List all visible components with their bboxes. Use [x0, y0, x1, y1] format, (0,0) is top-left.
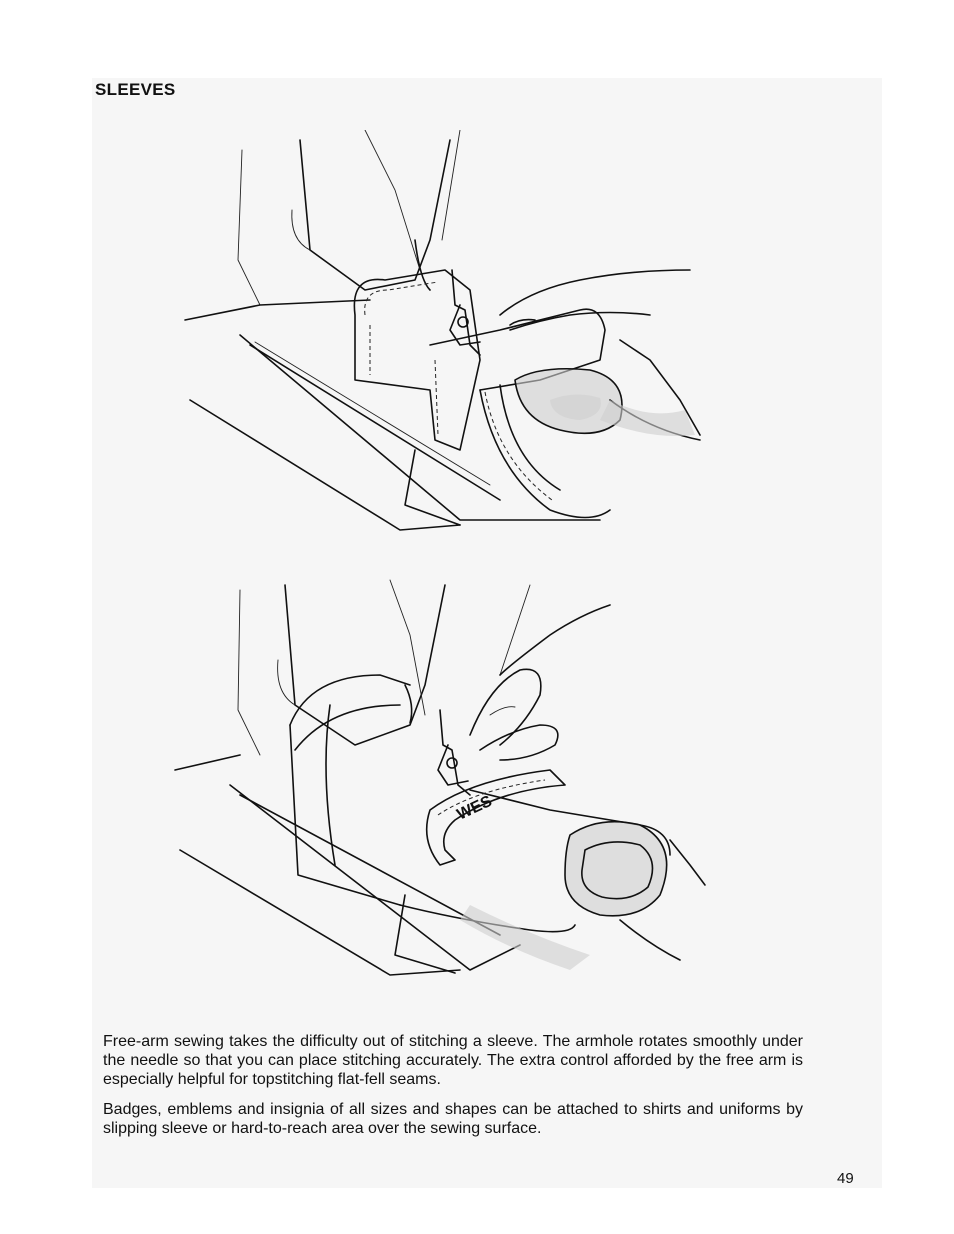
sleeve-illustration	[180, 130, 720, 540]
paragraph-free-arm: Free-arm sewing takes the difficulty out of stitching a sleeve. The armhole rotates smoothly under the needle so that you can place stitching accurately. The extra control afforded by the free arm is especially helpful for topstitching flat-fell seams.	[103, 1033, 803, 1088]
emblem-lettering: WES	[454, 792, 495, 824]
paragraph-badges: Badges, emblems and insignia of all sizes and shapes can be attached to shirts and uniforms by slipping sleeve or hard-to-reach area over the sewing surface.	[103, 1101, 803, 1137]
page-number: 49	[837, 1170, 854, 1187]
emblem-illustration	[170, 575, 710, 995]
section-heading: SLEEVES	[95, 80, 176, 99]
